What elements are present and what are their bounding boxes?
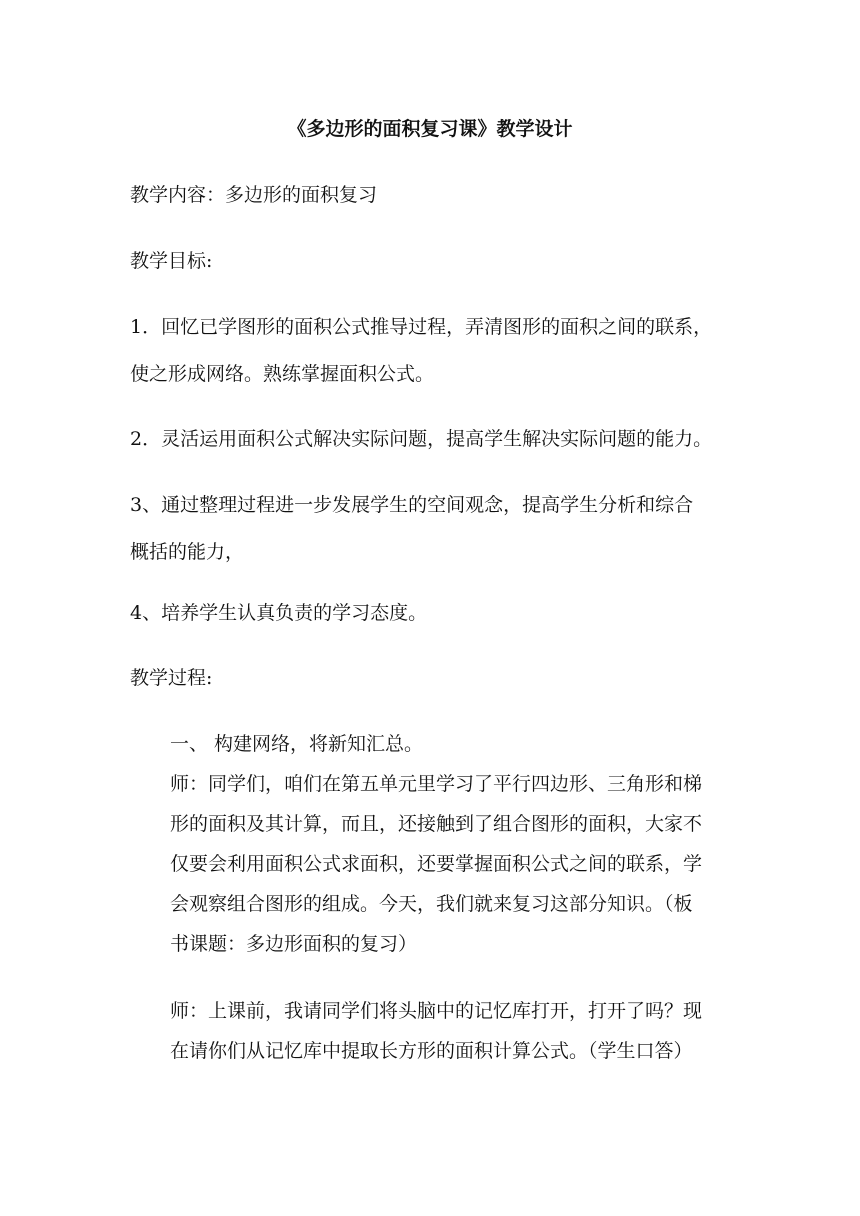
goal-item-4	[130, 600, 740, 626]
teaching-process-heading: 教学过程:	[130, 667, 213, 689]
goal-item-3	[130, 492, 740, 565]
document-title: 《多边形的面积复习课》教学设计	[287, 118, 573, 140]
goal-1-line-2: 使之形成网络。熟练掌握面积公式。	[130, 363, 435, 385]
teacher-paragraph-2	[170, 998, 740, 1064]
goal-3-line-1: 3、通过整理过程进一步发展学生的空间观念，提高学生分析和综合	[130, 494, 694, 516]
goal-item-1	[130, 314, 740, 387]
paragraph-2-line: 在请你们从记忆库中提取长方形的面积计算公式。（学生口答）	[170, 1040, 693, 1062]
goal-4-line-1: 4、培养学生认真负责的学习态度。	[130, 602, 428, 624]
section-one-heading: 一、 构建网络，将新知汇总。	[170, 733, 424, 755]
paragraph-1-line: 形的面积及其计算，而且，还接触到了组合图形的面积，大家不	[170, 813, 703, 835]
teaching-goals-heading: 教学目标:	[130, 250, 213, 272]
goal-2-line-1: 2．灵活运用面积公式解决实际问题，提高学生解决实际问题的能力。	[130, 428, 713, 450]
teaching-content: 教学内容：多边形的面积复习	[130, 184, 378, 206]
paragraph-1-line: 仅要会利用面积公式求面积，还要掌握面积公式之间的联系，学	[170, 853, 703, 875]
paragraph-2-line: 师：上课前，我请同学们将头脑中的记忆库打开，打开了吗？现	[170, 1000, 703, 1022]
paragraph-1-line: 会观察组合图形的组成。今天，我们就来复习这部分知识。（板	[170, 893, 693, 915]
goal-3-line-2: 概括的能力，	[130, 541, 245, 563]
paragraph-1-line: 师：同学们，咱们在第五单元里学习了平行四边形、三角形和梯	[170, 773, 703, 795]
teacher-paragraph-1	[170, 771, 740, 957]
goal-item-2	[130, 426, 740, 452]
goal-1-line-1: 1．回忆已学图形的面积公式推导过程，弄清图形的面积之间的联系，	[130, 316, 713, 338]
paragraph-1-line: 书课题：多边形面积的复习）	[170, 933, 418, 955]
